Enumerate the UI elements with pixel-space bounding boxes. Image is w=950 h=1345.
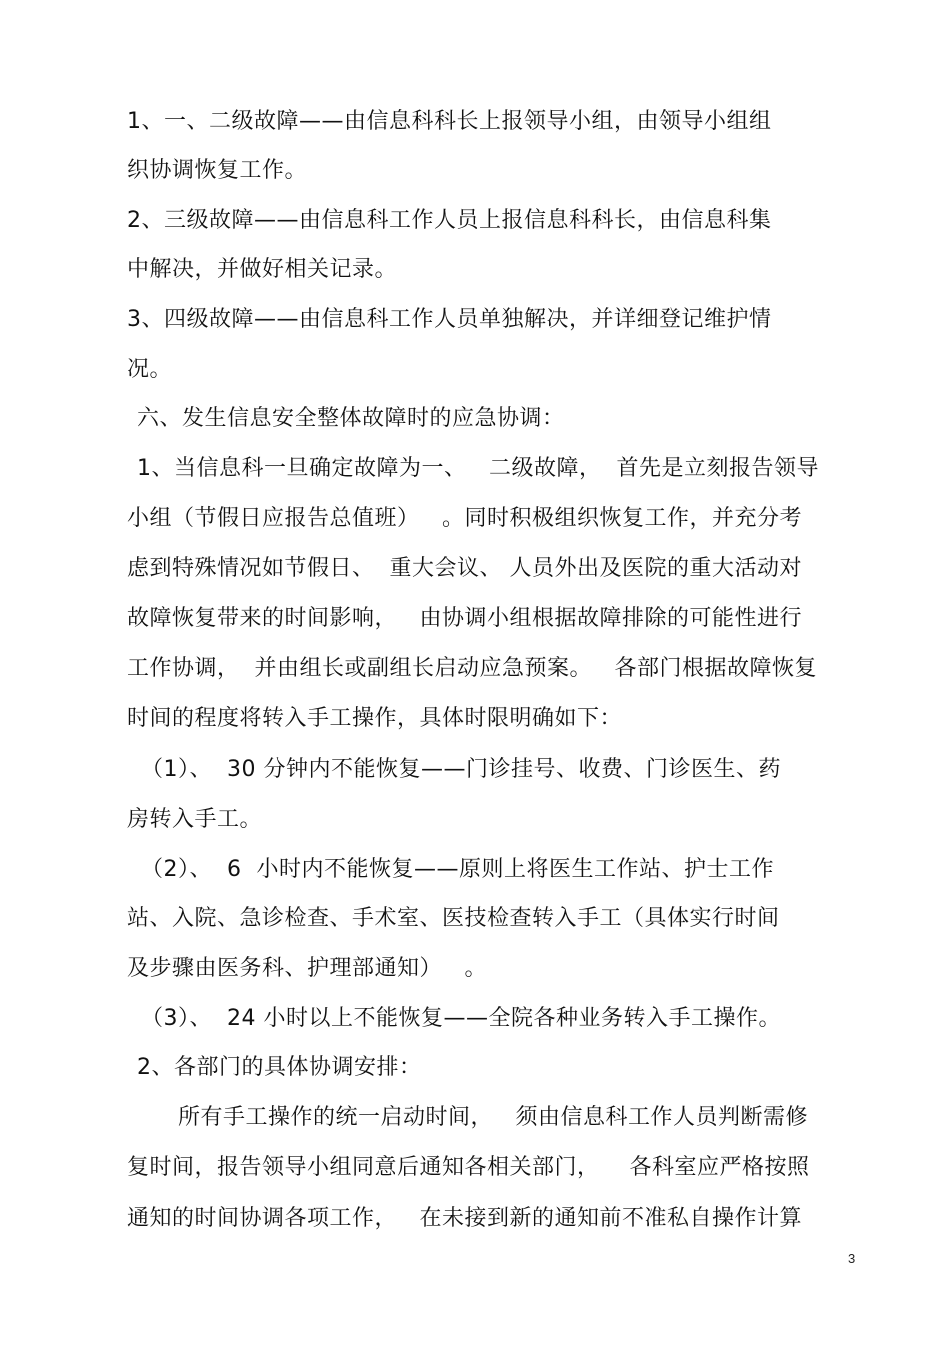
- text-line: 况。: [127, 357, 173, 382]
- text-line: 站、入院、急诊检查、手术室、医技检查转入手工（具体实行时间: [127, 906, 780, 931]
- text-line: 故障恢复带来的时间影响， 由协调小组根据故障排除的可能性进行: [127, 606, 802, 631]
- text-line: （1）、 30 分钟内不能恢复——门诊挂号、收费、门诊医生、药: [141, 757, 781, 782]
- text-line: 中解决，并做好相关记录。: [127, 257, 398, 282]
- text-line: （2）、 6 小时内不能恢复——原则上将医生工作站、护士工作: [141, 857, 774, 882]
- text-line: 复时间，报告领导小组同意后通知各相关部门， 各科室应严格按照: [127, 1155, 810, 1180]
- text-line: 织协调恢复工作。: [127, 158, 308, 183]
- text-line: 时间的程度将转入手工操作，具体时限明确如下：: [127, 706, 623, 731]
- text-line: （3）、 24 小时以上不能恢复——全院各种业务转入手工操作。: [141, 1006, 781, 1031]
- text-line: 所有手工操作的统一启动时间， 须由信息科工作人员判断需修: [178, 1105, 808, 1130]
- section-heading: 六、发生信息安全整体故障时的应急协调：: [137, 406, 565, 431]
- text-line: 2、各部门的具体协调安排：: [137, 1055, 422, 1080]
- text-line: 房转入手工。: [127, 807, 263, 832]
- text-line: 1、一、二级故障——由信息科科长上报领导小组，由领导小组组: [127, 109, 772, 134]
- text-line: 2、三级故障——由信息科工作人员上报信息科科长，由信息科集: [127, 208, 772, 233]
- text-line: 1、当信息科一旦确定故障为一、 二级故障， 首先是立刻报告领导: [137, 456, 819, 481]
- text-line: 工作协调， 并由组长或副组长启动应急预案。 各部门根据故障恢复: [127, 656, 817, 681]
- page-number: 3: [848, 1251, 856, 1266]
- text-line: 及步骤由医务科、护理部通知） 。: [127, 956, 487, 981]
- text-line: 通知的时间协调各项工作， 在未接到新的通知前不准私自操作计算: [127, 1206, 802, 1231]
- text-line: 虑到特殊情况如节假日、 重大会议、 人员外出及医院的重大活动对: [127, 556, 802, 581]
- text-line: 3、四级故障——由信息科工作人员单独解决，并详细登记维护情: [127, 307, 772, 332]
- text-line: 小组（节假日应报告总值班） 。同时积极组织恢复工作，并充分考: [127, 506, 802, 531]
